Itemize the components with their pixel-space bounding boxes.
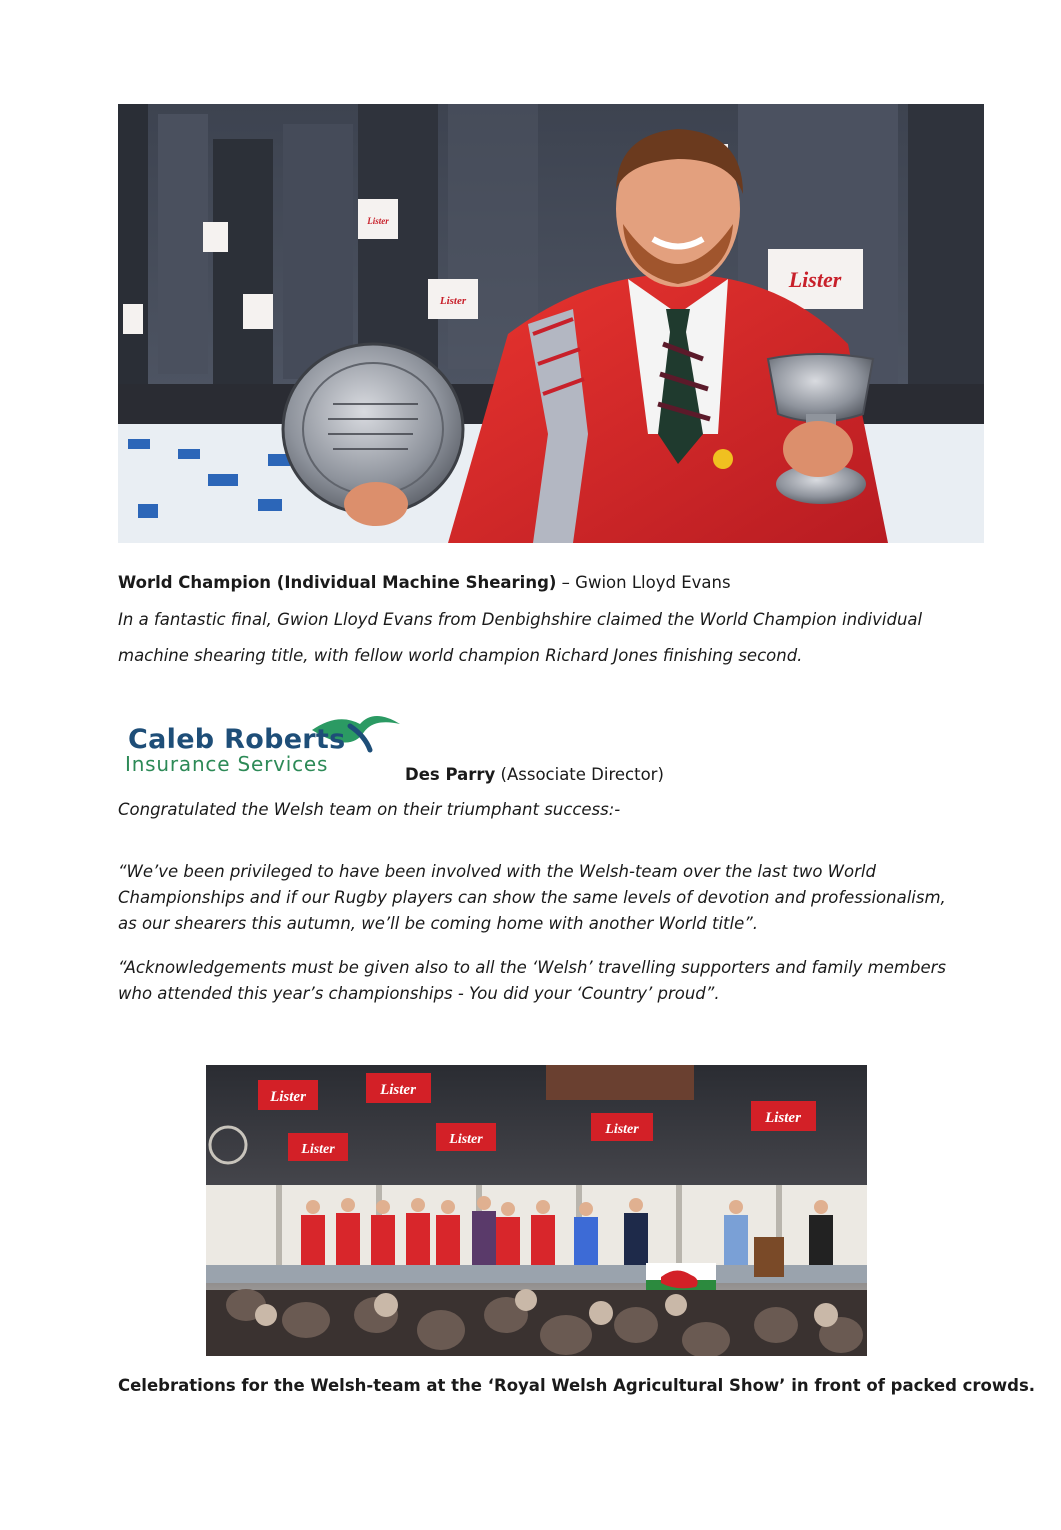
lister-sign: Lister	[380, 1082, 416, 1098]
champion-photo	[118, 104, 984, 543]
lister-sign: Lister	[439, 295, 467, 307]
champion-text-line: In a fantastic final, Gwion Lloyd Evans from Denbighshire claimed the World Champion individual	[118, 610, 923, 629]
quote-line: “We’ve been privileged to have been involved with the Welsh-team over the last two World	[118, 862, 876, 881]
sponsor-intro: Congratulated the Welsh team on their triumphant success:-	[118, 800, 621, 819]
champion-title: World Champion (Individual Machine Shearing)	[118, 573, 557, 592]
quote-line: who attended this year’s championships - You did your ‘Country’ proud”.	[118, 984, 720, 1003]
champion-text-line: machine shearing title, with fellow world champion Richard Jones finishing second.	[118, 646, 803, 665]
lister-sign: Lister	[367, 216, 389, 226]
lister-sign: Lister	[765, 1110, 801, 1126]
champion-headline	[118, 573, 731, 592]
lister-sign: Lister	[301, 1142, 335, 1157]
champion-name: – Gwion Lloyd Evans	[556, 573, 731, 592]
logo-company-name: Caleb Roberts	[128, 724, 346, 755]
quote-line: “Acknowledgements must be given also to all the ‘Welsh’ travelling supporters and family members	[118, 958, 946, 977]
lister-sign: Lister	[449, 1132, 483, 1147]
celebration-photo	[206, 1065, 867, 1356]
logo-subtitle: Insurance Services	[125, 752, 329, 776]
lister-sign: Lister	[605, 1122, 639, 1137]
quote-line: Championships and if our Rugby players can show the same levels of devotion and professionalism,	[118, 888, 946, 907]
sponsor-person-name: Des Parry	[405, 765, 496, 784]
sponsor-person	[405, 765, 664, 784]
lister-sign: Lister	[788, 267, 842, 292]
photo-caption: Celebrations for the Welsh-team at the ‘Royal Welsh Agricultural Show’ in front of packed crowds.	[118, 1376, 1036, 1395]
quote-line: as our shearers this autumn, we’ll be coming home with another World title”.	[118, 914, 759, 933]
sponsor-person-role: (Associate Director)	[495, 765, 664, 784]
lister-sign: Lister	[270, 1089, 306, 1105]
